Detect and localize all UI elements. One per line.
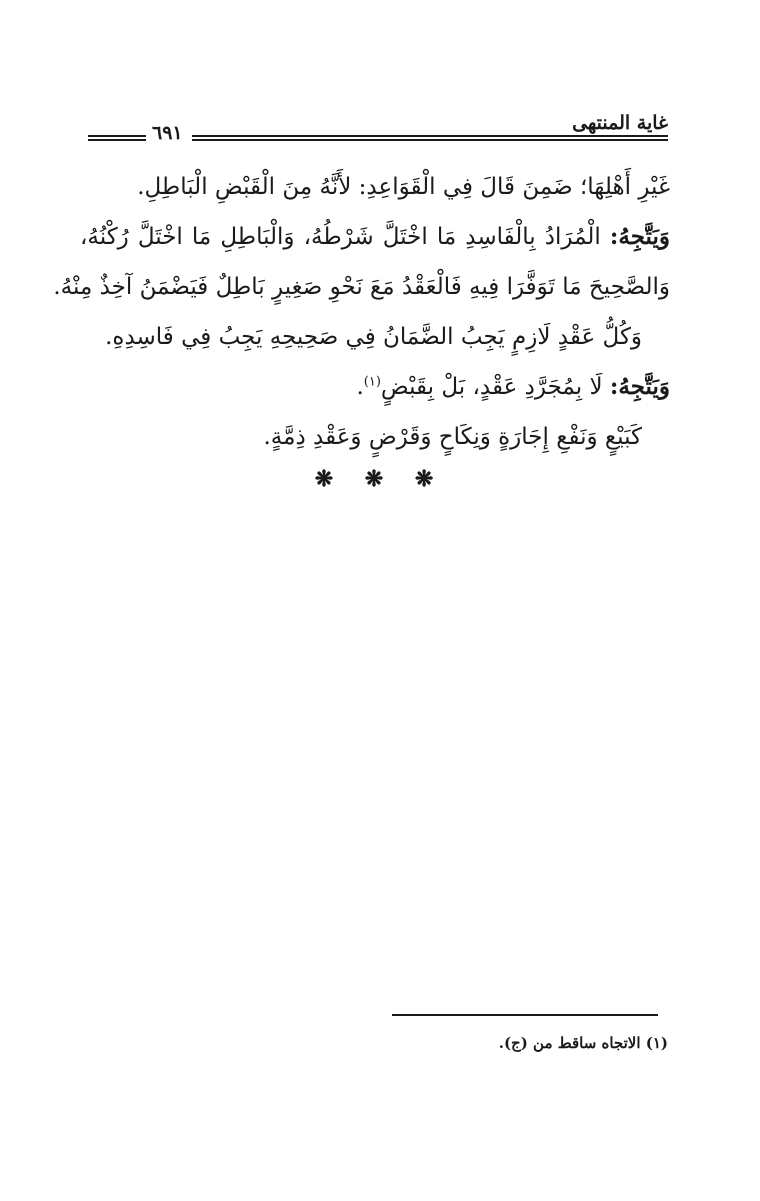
line-2-text: الْمُرَادُ بِالْفَاسِدِ مَا اخْتَلَّ شَرْطُهُ، وَالْبَاطِلِ مَا اخْتَلَّ رُكْنُهُ، [80, 224, 610, 250]
text-line-3 [53, 262, 670, 312]
page-number: ٦٩١ [148, 122, 187, 144]
line-4-text: وَكُلُّ عَقْدٍ لَازِمٍ يَجِبُ الضَّمَانُ فِي صَحِيحِهِ يَجِبُ فِي فَاسِدِهِ. [105, 324, 642, 350]
header-rule-right [192, 135, 668, 141]
page-header [88, 108, 668, 148]
main-text [53, 162, 670, 462]
text-line-1 [80, 162, 670, 212]
line-6-text: كَبَيْعٍ وَنَفْعِ إِجَارَةٍ وَنِكَاحٍ وَقَرْضٍ وَعَقْدِ ذِمَّةٍ. [263, 424, 642, 450]
line-3-text: وَالصَّحِيحَ مَا تَوَفَّرَا فِيهِ فَالْعَقْدُ مَعَ نَحْوِ صَغِيرٍ بَاطِلٌ فَيَضْمَنُ آخِذٌ مِنْهُ. [53, 274, 670, 300]
line-2-lead: وَيَتَّجِهُ: [609, 223, 670, 250]
text-line-5 [80, 362, 670, 412]
text-line-2 [80, 212, 670, 262]
footnote-rule [392, 1014, 658, 1016]
header-rule-left [88, 135, 146, 141]
line-1-text: غَيْرِ أَهْلِهَا؛ ضَمِنَ قَالَ فِي الْقَوَاعِدِ: لأَنَّهُ مِنَ الْقَبْضِ الْبَاطِلِ. [137, 174, 670, 200]
section-separator: ❋ ❋ ❋ [314, 466, 446, 492]
text-line-6 [80, 412, 670, 462]
text-line-4 [80, 312, 670, 362]
line-5-end: . [356, 374, 364, 400]
footnote-marker[interactable]: (١) [363, 374, 381, 390]
line-5-text: لَا بِمُجَرَّدِ عَقْدٍ، بَلْ بِقَبْضٍ [380, 374, 610, 400]
running-title: غاية المنتهى [572, 112, 668, 134]
footnote: (١) الاتجاه ساقط من (ج). [498, 1034, 668, 1052]
line-5-lead: وَيَتَّجِهُ: [609, 373, 670, 400]
